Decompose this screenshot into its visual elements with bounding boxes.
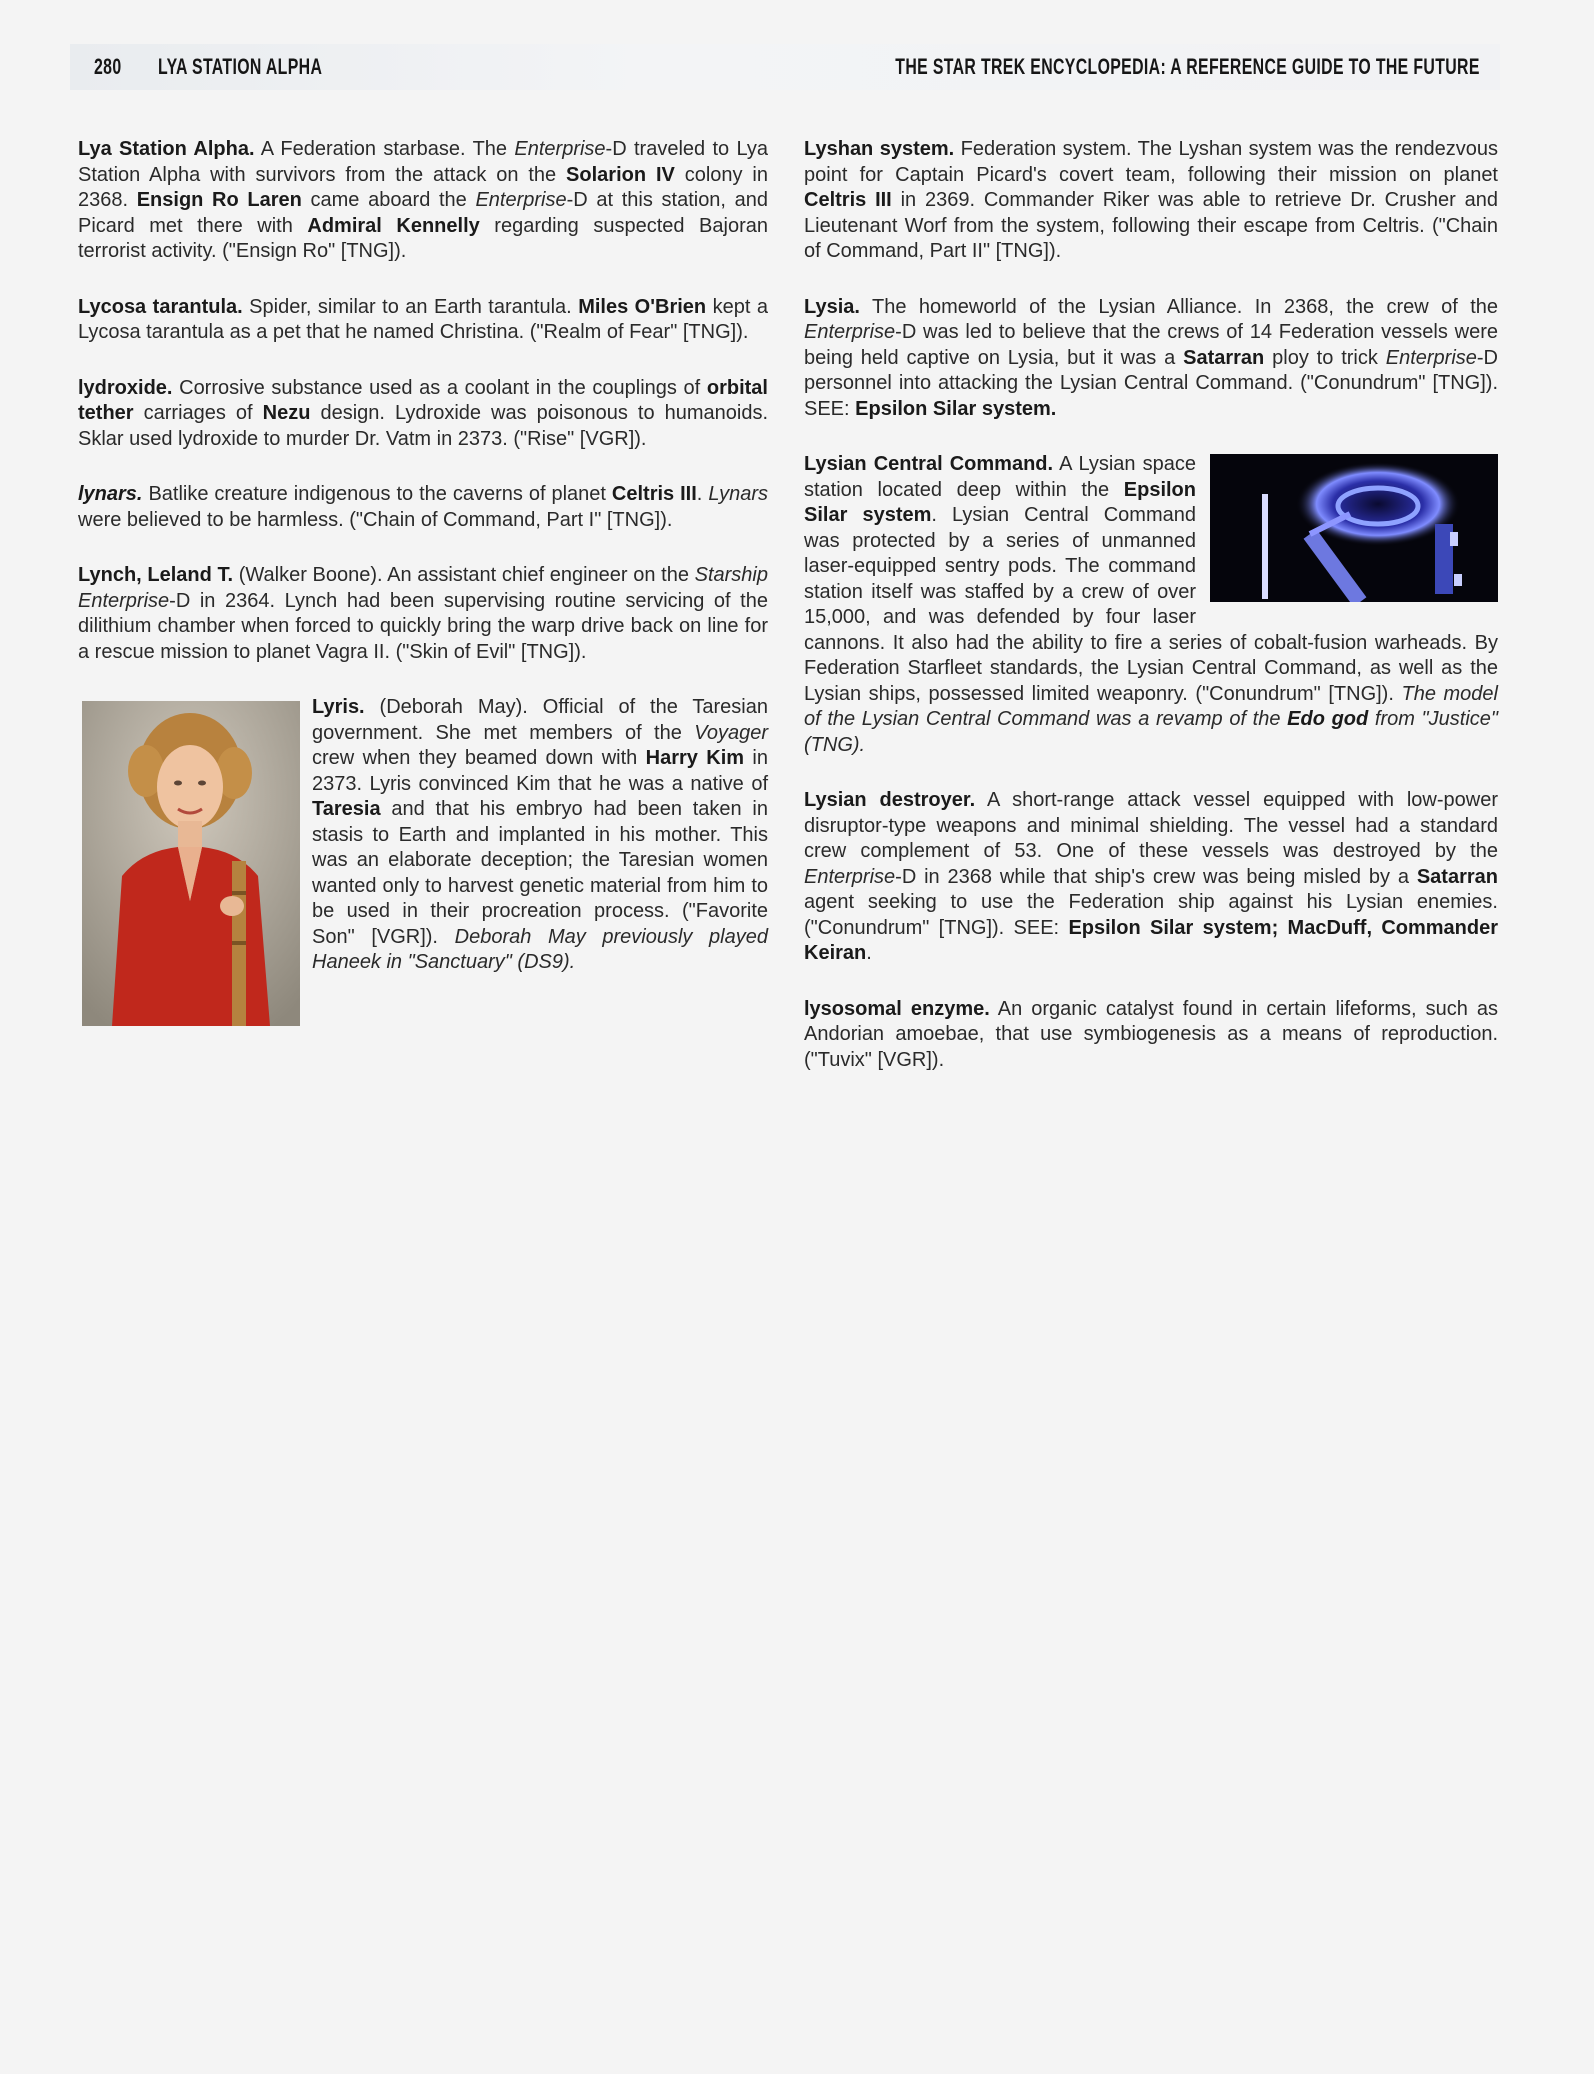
entry-lydroxide [78, 376, 768, 453]
cross-reference: Harry Kim [645, 747, 745, 769]
entry-text: colony in 2368. [78, 163, 768, 211]
cross-reference: Epsilon Silar system. [855, 397, 1057, 420]
headword: lysosomal enzyme. [804, 997, 990, 1020]
entry-lysosomal-enzyme [804, 997, 1498, 1074]
entry-text: (Walker Boone). An assistant chief engineer on the [233, 564, 695, 586]
running-header [70, 44, 1500, 90]
entry-text: Federation system. The Lyshan system was the rendezvous point for Captain Picard's covert team, following their mission on planet [804, 138, 1498, 186]
entry-text: carriages of [133, 402, 263, 424]
headword: Lya Station Alpha. [78, 138, 255, 160]
entry-lycosa-tarantula [78, 295, 768, 346]
cross-reference: Solarion IV [566, 163, 675, 186]
ship-name: Voyager [694, 721, 768, 744]
entry-text: . [696, 483, 709, 505]
entry-lyris [78, 695, 768, 1030]
production-note: The model of the Lysian Central Command was a revamp of the [804, 682, 1498, 730]
ship-name: Starship Enterprise [78, 564, 768, 612]
cross-reference: orbital tether [78, 376, 768, 424]
entry-text: (Deborah May). Official of the Taresian government. She met members of the [312, 696, 768, 744]
headword: lydroxide. [78, 376, 173, 399]
cross-reference: Satarran [1416, 865, 1498, 888]
headword: Lyshan system. [804, 138, 955, 160]
cross-reference: Admiral Kennelly [307, 214, 480, 237]
entry-lysian-destroyer [804, 788, 1498, 967]
entry-lyshan-system [804, 137, 1498, 265]
entry-lynars [78, 482, 768, 533]
space-station-illustration [1210, 454, 1498, 602]
cross-reference: Ensign Ro Laren [136, 189, 302, 211]
entry-text: were believed to be harmless. ("Chain of Command, Part I" [TNG]). [78, 508, 673, 531]
ship-name: Enterprise [1385, 346, 1477, 369]
entry-text: kept a Lycosa tarantula as a pet that he named Christina. ("Realm of Fear" [TNG]). [78, 295, 769, 343]
entry-lysian-central-command [804, 452, 1498, 758]
cross-reference: Epsilon Silar system [804, 478, 1196, 526]
entry-text: A short-range attack vessel equipped with low-power disruptor-type weapons and minimal shielding. The vessel had a standard crew complement of 53. One of these vessels was destroyed by the [804, 789, 1498, 862]
cross-reference: Nezu [262, 402, 311, 424]
book-title: THE STAR TREK ENCYCLOPEDIA: A REFERENCE GUIDE TO THE FUTURE [895, 54, 1480, 79]
cross-reference: Miles O'Brien [578, 295, 707, 318]
page-number: 280 [94, 54, 122, 79]
entry-text: Spider, similar to an Earth tarantula. [242, 295, 579, 318]
entry-lynch-leland [78, 563, 768, 665]
entry-text: and that his embryo had been taken in stasis to Earth and implanted in his mother. This was an elaborate deception; the Taresian women wanted only to harvest genetic material from him to be used in their procreation process. ("Favorite Son" [VGR]). [312, 798, 768, 948]
production-note: from "Justice" (TNG). [804, 708, 1499, 756]
entry-text: came aboard the [301, 189, 476, 211]
entry-text: -D was led to believe that the crews of 14 Federation vessels were being held captive on Lysia, but it was a [804, 321, 1498, 369]
ship-name: Enterprise [514, 138, 606, 160]
lyris-photo [82, 701, 300, 1026]
cross-reference: Edo god [1287, 708, 1369, 730]
entry-text: in 2369. Commander Riker was able to retrieve Dr. Crusher and Lieutenant Worf from the system, following their escape from Celtris. ("Chain of Command, Part II" [TNG]). [804, 189, 1498, 262]
ship-name: Enterprise [804, 865, 896, 888]
cross-reference: Taresia [312, 798, 381, 820]
entry-text: A Federation starbase. The [254, 138, 515, 160]
entry-text: design. Lydroxide was poisonous to humanoids. Sklar used lydroxide to murder Dr. Vatm in 2373. ("Rise" [VGR]). [78, 402, 769, 450]
entry-text: -D at this station, and Picard met there with [78, 189, 769, 237]
entry-text: -D in 2364. Lynch had been supervising routine servicing of the dilithium chamber when forced to quickly bring the warp drive back on line for a rescue mission to planet Vagra II. ("Skin of Evil" [TNG]). [78, 589, 768, 663]
cross-reference: Celtris III [804, 189, 892, 211]
left-column [78, 137, 768, 1060]
entry-text: Corrosive substance used as a coolant in the couplings of [172, 376, 707, 399]
cross-reference: Satarran [1183, 346, 1265, 369]
headword: Lysia. [804, 295, 860, 318]
entry-text: agent seeking to use the Federation ship against his Lysian enemies. ("Conundrum" [TNG]). SEE: [804, 891, 1498, 939]
entry-text: . Lysian Central Command was protected by a series of unmanned laser-equipped sentry pods. The command station itself was staffed by a crew of over 15,000, and was defended by four laser cannons. It also had the ability to fire a series of cobalt-fusion warheads. By Federation Starfleet standards, the Lysian Central Command, as well as the Lysian ships, possessed limited weaponry. ("Conundrum" [TNG]). [804, 504, 1498, 705]
entry-lysia [804, 295, 1498, 423]
cross-reference: Epsilon Silar system; MacDuff, Commander Keiran [804, 916, 1499, 964]
entry-text: A Lysian space station located deep within the [804, 453, 1196, 501]
italic-term: Lynars [708, 483, 768, 505]
headword: Lyris. [312, 696, 365, 718]
entry-text: . [866, 942, 872, 964]
entry-text: -D in 2368 while that ship's crew was being misled by a [895, 865, 1417, 888]
entry-text: -D personnel into attacking the Lysian Central Command. ("Conundrum" [TNG]). SEE: [804, 346, 1498, 420]
right-column [804, 137, 1498, 1103]
entry-text: Batlike creature indigenous to the caverns of planet [142, 483, 612, 505]
entry-text: crew when they beamed down with [312, 747, 646, 769]
headword: Lycosa tarantula. [78, 295, 243, 318]
headword: lynars. [78, 483, 143, 505]
entry-text: -D traveled to Lya Station Alpha with survivors from the attack on the [78, 138, 769, 186]
ship-name: Enterprise [804, 321, 896, 343]
entry-text: ploy to trick [1264, 346, 1386, 369]
entry-text: The homeworld of the Lysian Alliance. In 2368, the crew of the [859, 295, 1498, 318]
ship-name: Enterprise [475, 189, 567, 211]
entry-text: An organic catalyst found in certain lifeforms, such as Andorian amoebae, that use symbiogenesis as a means of reproduction. ("Tuvix" [VGR]). [804, 997, 1499, 1071]
lyris-portrait-illustration [82, 701, 300, 1026]
section-title: LYA STATION ALPHA [158, 54, 323, 79]
central-command-photo [1210, 454, 1498, 602]
production-note: Deborah May previously played Haneek in "Sanctuary" (DS9). [312, 925, 768, 973]
cross-reference: Celtris III [611, 483, 697, 505]
entry-lya-station-alpha [78, 137, 768, 265]
headword: Lynch, Leland T. [78, 564, 234, 586]
headword: Lysian Central Command. [804, 453, 1054, 475]
entry-text: regarding suspected Bajoran terrorist activity. ("Ensign Ro" [TNG]). [78, 214, 768, 262]
headword: Lysian destroyer. [804, 789, 976, 811]
entry-text: in 2373. Lyris convinced Kim that he was a native of [312, 747, 768, 795]
